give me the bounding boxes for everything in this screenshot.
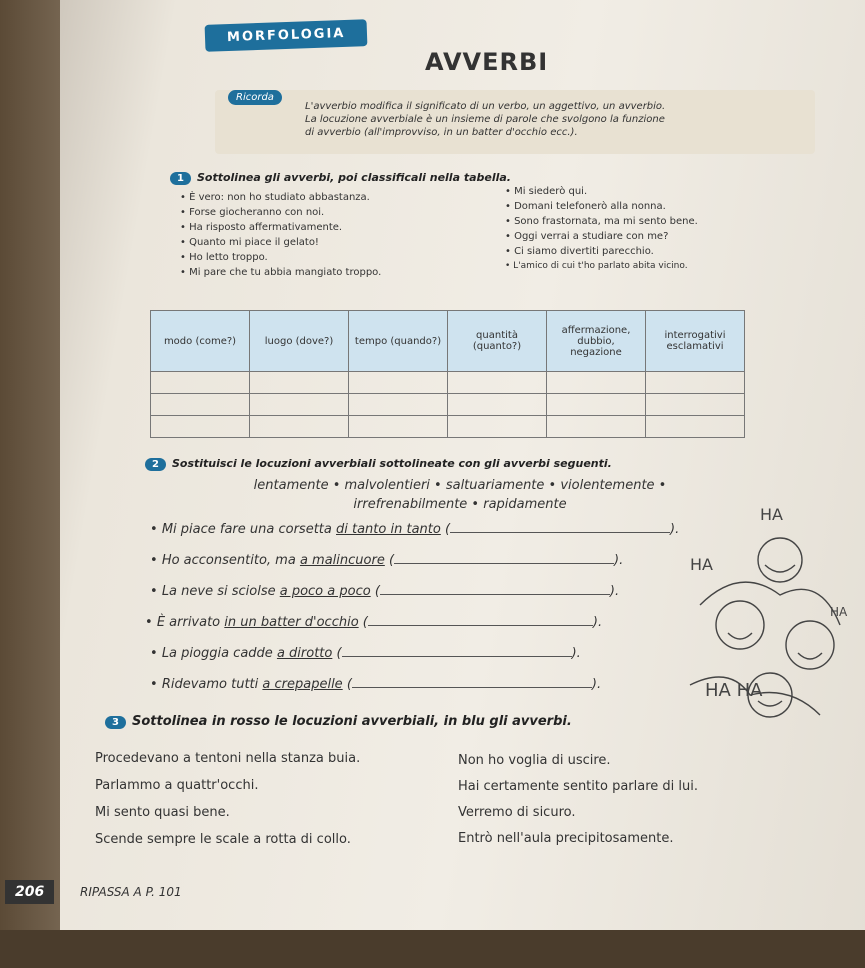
ex2-sentence: • Mi piace fare una corsetta di tanto in tanto ( ). — [150, 522, 680, 537]
word-bank-line: irrefrenabilmente • rapidamente — [353, 497, 567, 512]
ex3-number: 3 — [105, 716, 126, 729]
header-quantita: quantità (quanto?) — [448, 311, 547, 372]
table-cell[interactable] — [151, 394, 250, 416]
table-cell[interactable] — [250, 394, 349, 416]
table-cell[interactable] — [250, 372, 349, 394]
ex1-number: 1 — [170, 172, 191, 185]
ex1-right-list — [505, 184, 810, 274]
ricorda-tag: Ricorda — [228, 90, 282, 105]
footer-reference: RIPASSA A P. 101 — [80, 885, 182, 899]
word-bank — [200, 478, 720, 512]
table-row — [151, 416, 745, 438]
ex2-sentence: • Ho acconsentito, ma a malincuore ( ). — [150, 553, 624, 568]
ex1-heading — [170, 166, 511, 185]
ricorda-line: di avverbio (all'improvviso, in un batter d'occhio ecc.). — [305, 127, 578, 138]
answer-blank[interactable] — [368, 625, 593, 626]
header-affermazione: affermazione, dubbio, negazione — [547, 311, 646, 372]
ex3-right-list — [458, 748, 798, 852]
laugh-text: HA — [830, 605, 848, 619]
ex3-sentence: Non ho voglia di uscire. — [458, 753, 611, 768]
laugh-text: HA — [690, 555, 713, 574]
table-cell[interactable] — [547, 416, 646, 438]
answer-blank[interactable] — [380, 594, 610, 595]
table-cell[interactable] — [646, 372, 745, 394]
ex1-item: • Ha risposto affermativamente. — [180, 222, 343, 233]
answer-blank[interactable] — [342, 656, 572, 657]
ex1-item: • Forse giocheranno con noi. — [180, 207, 325, 218]
ex1-item: • Domani telefonerò alla nonna. — [505, 201, 666, 212]
table-cell[interactable] — [646, 416, 745, 438]
ricorda-line: L'avverbio modifica il significato di un verbo, un aggettivo, un avverbio. — [305, 101, 666, 112]
page-number: 206 — [5, 880, 54, 904]
ex1-item: • Ci siamo divertiti parecchio. — [505, 246, 654, 257]
answer-blank[interactable] — [352, 687, 592, 688]
ex3-sentence: Parlammo a quattr'occhi. — [95, 778, 259, 793]
table-cell[interactable] — [448, 372, 547, 394]
ex3-sentence: Mi sento quasi bene. — [95, 805, 230, 820]
header-luogo: luogo (dove?) — [250, 311, 349, 372]
header-tempo: tempo (quando?) — [349, 311, 448, 372]
ex2-number: 2 — [145, 458, 166, 471]
ex1-item: • Ho letto troppo. — [180, 252, 268, 263]
ex3-heading — [105, 710, 572, 729]
ex2-sentence: • È arrivato in un batter d'occhio ( ). — [145, 615, 603, 630]
ex1-instruction: Sottolinea gli avverbi, poi classificali nella tabella. — [196, 171, 511, 184]
answer-blank[interactable] — [450, 532, 670, 533]
ricorda-text — [305, 100, 815, 139]
table-cell[interactable] — [547, 394, 646, 416]
ex1-item: • Sono frastornata, ma mi sento bene. — [505, 216, 698, 227]
header-interrogativi: interrogativi esclamativi — [646, 311, 745, 372]
ex3-sentence: Procedevano a tentoni nella stanza buia. — [95, 751, 361, 766]
header-modo: modo (come?) — [151, 311, 250, 372]
ex2-sentences — [140, 522, 720, 708]
answer-blank[interactable] — [394, 563, 614, 564]
ex3-sentence: Verremo di sicuro. — [458, 805, 576, 820]
ex1-item: • È vero: non ho studiato abbastanza. — [180, 192, 370, 203]
ex1-item: • Quanto mi piace il gelato! — [180, 237, 319, 248]
ex1-item: • L'amico di cui t'ho parlato abita vicino. — [505, 261, 688, 271]
table-row — [151, 372, 745, 394]
word-bank-line: lentamente • malvolentieri • saltuariamente • violentemente • — [253, 478, 667, 493]
ex2-sentence: • Ridevamo tutti a crepapelle ( ). — [150, 677, 602, 692]
table-cell[interactable] — [151, 372, 250, 394]
classification-table — [150, 310, 745, 438]
table-cell[interactable] — [349, 372, 448, 394]
ex1-item: • Mi pare che tu abbia mangiato troppo. — [180, 267, 382, 278]
ex2-sentence: • La pioggia cadde a dirotto ( ). — [150, 646, 581, 661]
ex3-sentence: Scende sempre le scale a rotta di collo. — [95, 832, 351, 847]
ex3-left-list — [95, 745, 445, 853]
table-cell[interactable] — [349, 394, 448, 416]
table-cell[interactable] — [151, 416, 250, 438]
ex1-left-list — [180, 190, 470, 280]
page-title: AVVERBI — [425, 48, 549, 76]
table-cell[interactable] — [250, 416, 349, 438]
ex1-item: • Mi siederò qui. — [505, 186, 588, 197]
table-header-row — [151, 311, 745, 372]
laugh-text: HA HA — [705, 680, 763, 701]
table-cell[interactable] — [448, 394, 547, 416]
section-label: MORFOLOGIA — [205, 19, 368, 52]
ex2-heading — [145, 452, 612, 471]
table-cell[interactable] — [448, 416, 547, 438]
table-cell[interactable] — [646, 394, 745, 416]
table-cell[interactable] — [547, 372, 646, 394]
table-surface — [0, 930, 865, 968]
ex1-item: • Oggi verrai a studiare con me? — [505, 231, 669, 242]
ex2-instruction: Sostituisci le locuzioni avverbiali sottolineate con gli avverbi seguenti. — [171, 457, 612, 470]
ricorda-line: La locuzione avverbiale è un insieme di parole che svolgono la funzione — [305, 114, 665, 125]
table-row — [151, 394, 745, 416]
ex3-sentence: Hai certamente sentito parlare di lui. — [458, 779, 698, 794]
table-cell[interactable] — [349, 416, 448, 438]
ex3-sentence: Entrò nell'aula precipitosamente. — [458, 831, 674, 846]
ex2-sentence: • La neve si sciolse a poco a poco ( ). — [150, 584, 620, 599]
laugh-text: HA — [760, 505, 783, 524]
laughing-children-illustration — [680, 505, 860, 745]
ex3-instruction: Sottolinea in rosso le locuzioni avverbiali, in blu gli avverbi. — [131, 714, 572, 729]
